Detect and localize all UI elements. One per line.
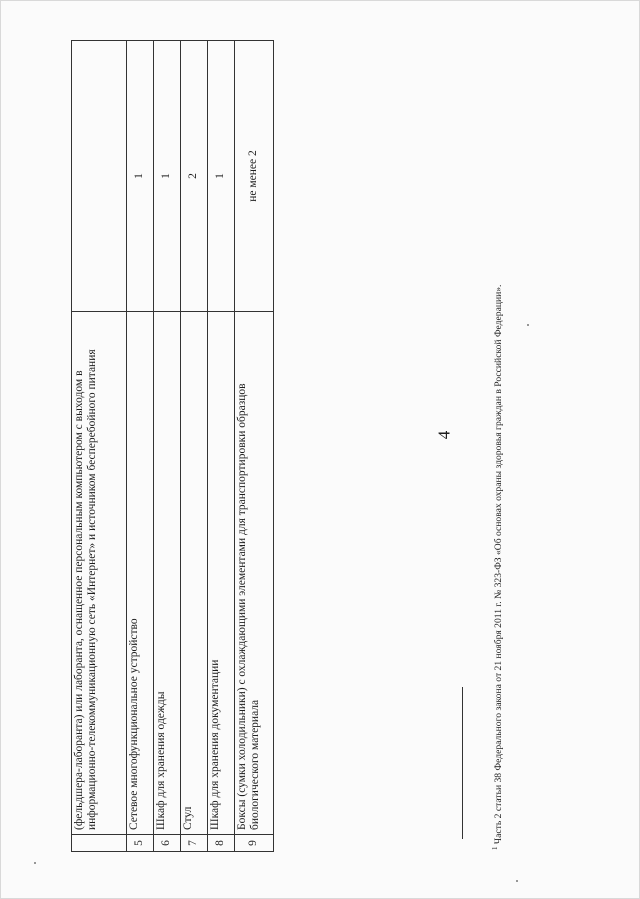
table-row (235, 41, 274, 852)
footnote-separator (462, 687, 463, 839)
row-number: 9 (235, 835, 274, 852)
table-row (127, 41, 154, 852)
equipment-name: Сетевое многофункциональное устройство (127, 312, 154, 835)
equipment-table (71, 40, 274, 852)
equipment-name: Шкаф для хранения документации (208, 312, 235, 835)
footnote-mark: 1 (491, 846, 499, 850)
table-row (72, 41, 127, 852)
equipment-quantity: 1 (154, 41, 181, 312)
table-row (208, 41, 235, 852)
row-number: 5 (127, 835, 154, 852)
footnote-text: Часть 2 статьи 38 Федерального закона от 21 ноября 2011 г. № 323-ФЗ «Об основах охраны здоровья граждан в Российской Федерации». (493, 284, 505, 845)
table-row (154, 41, 181, 852)
row-number: 7 (181, 835, 208, 852)
footnote-text-line (484, 210, 506, 850)
equipment-quantity: 1 (208, 41, 235, 312)
footnote-block (484, 210, 506, 850)
scan-speck (34, 862, 36, 864)
equipment-table-block (71, 40, 262, 852)
equipment-name: Шкаф для хранения одежды (154, 312, 181, 835)
row-number: 8 (208, 835, 235, 852)
table-row (181, 41, 208, 852)
equipment-name: (фельдшера-лаборанта) или лаборанта, оснащенное персональным компьютером с выходом в информационно-телекоммуникационную сеть «Интернет» и источником бесперебойного питания (72, 312, 127, 835)
equipment-name: Стул (181, 312, 208, 835)
equipment-name: Боксы (сумки холодильники) с охлаждающими элементами для транспортировки образцов биологического материала (235, 312, 274, 835)
row-number (72, 835, 127, 852)
equipment-quantity: 1 (127, 41, 154, 312)
equipment-quantity: не менее 2 (235, 41, 274, 312)
equipment-quantity (72, 41, 127, 312)
scan-speck (516, 880, 518, 882)
scan-speck (527, 324, 529, 326)
equipment-table-rotor (71, 40, 262, 852)
row-number: 6 (154, 835, 181, 852)
equipment-quantity: 2 (181, 41, 208, 312)
page-number: 4 (434, 430, 454, 440)
